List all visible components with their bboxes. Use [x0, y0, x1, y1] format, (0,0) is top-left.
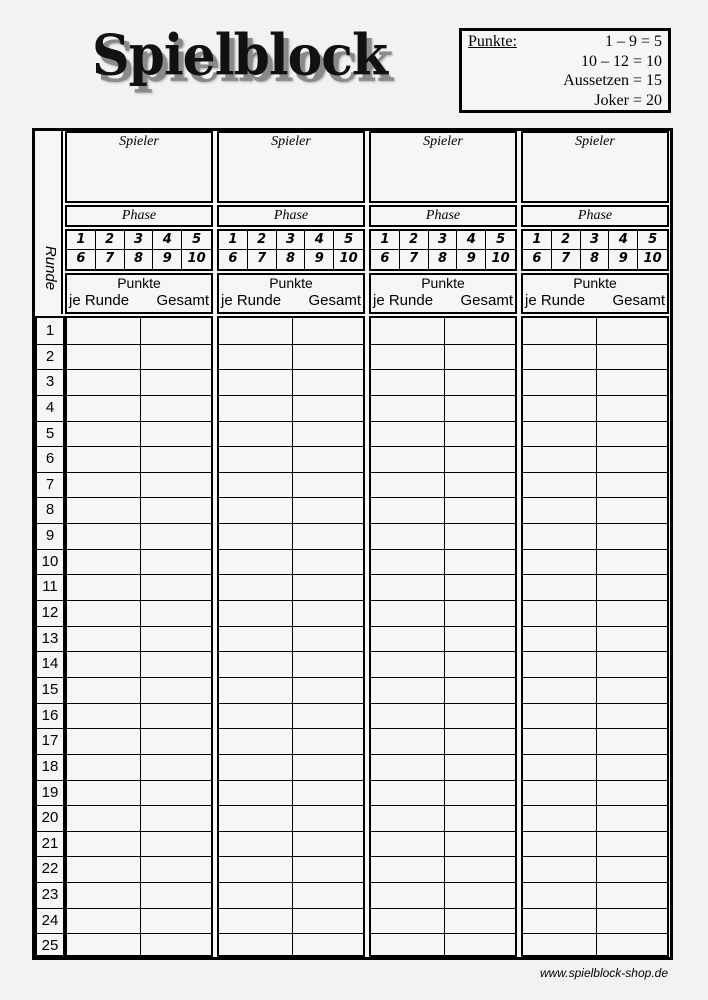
- round-number: 21: [41, 835, 59, 852]
- phase-number[interactable]: 4: [609, 231, 638, 250]
- points-label: Punkte: [421, 275, 465, 291]
- column-divider: [444, 318, 445, 955]
- round-number: 25: [41, 937, 59, 954]
- round-label: Runde: [42, 245, 59, 291]
- points-label: Punkte: [573, 275, 617, 291]
- scoring-label: Punkte:: [468, 33, 517, 50]
- player-score-column: [521, 316, 669, 957]
- phase-number[interactable]: 4: [305, 231, 334, 250]
- phase-number[interactable]: 4: [153, 231, 182, 250]
- phase-number[interactable]: 7: [248, 250, 277, 269]
- row-divider: [67, 933, 211, 934]
- scoring-value: = 20: [632, 91, 662, 109]
- player-column: [521, 131, 669, 314]
- row-divider: [67, 344, 211, 345]
- row-divider: [67, 908, 211, 909]
- row-divider: [371, 574, 515, 575]
- phase-number[interactable]: 5: [486, 231, 515, 250]
- row-divider: [371, 754, 515, 755]
- phase-number[interactable]: 6: [219, 250, 248, 269]
- row-divider: [67, 831, 211, 832]
- row-divider: [219, 421, 363, 422]
- row-divider: [67, 549, 211, 550]
- row-divider: [523, 780, 667, 781]
- row-divider: [523, 651, 667, 652]
- phase-grid: [65, 229, 213, 271]
- phase-number[interactable]: 4: [457, 231, 486, 250]
- phase-number[interactable]: 1: [371, 231, 400, 250]
- row-divider: [371, 472, 515, 473]
- player-label: Spieler: [575, 134, 615, 149]
- points-header: [217, 273, 365, 314]
- player-column: [369, 131, 517, 314]
- phase-number[interactable]: 9: [153, 250, 182, 269]
- round-number: 22: [41, 860, 59, 877]
- row-divider: [523, 344, 667, 345]
- points-total-label: Gesamt: [156, 292, 209, 309]
- round-number: 5: [45, 425, 55, 442]
- phase-grid: [369, 229, 517, 271]
- phase-number[interactable]: 5: [334, 231, 363, 250]
- scoring-name: Aussetzen: [563, 72, 629, 89]
- row-divider: [219, 446, 363, 447]
- row-divider: [371, 703, 515, 704]
- phase-number[interactable]: 3: [581, 231, 610, 250]
- player-column: [65, 131, 213, 314]
- row-divider: [219, 344, 363, 345]
- phase-number[interactable]: 2: [96, 231, 125, 250]
- phase-number[interactable]: 7: [552, 250, 581, 269]
- player-name-field[interactable]: [369, 131, 517, 203]
- player-score-column: [65, 316, 213, 957]
- player-label: Spieler: [271, 134, 311, 149]
- round-number: 17: [41, 732, 59, 749]
- phase-number[interactable]: 3: [277, 231, 306, 250]
- player-label: Spieler: [423, 134, 463, 149]
- row-divider: [67, 728, 211, 729]
- phase-number[interactable]: 8: [125, 250, 154, 269]
- scoring-name: 10 – 12: [580, 52, 629, 70]
- scoring-value: = 15: [632, 72, 662, 89]
- row-divider: [67, 754, 211, 755]
- row-divider: [67, 626, 211, 627]
- phase-number[interactable]: 10: [491, 251, 510, 266]
- row-divider: [67, 395, 211, 396]
- phase-number[interactable]: 6: [67, 250, 96, 269]
- row-divider: [219, 856, 363, 857]
- row-divider: [371, 446, 515, 447]
- phase-number[interactable]: 10: [643, 251, 662, 266]
- phase-number[interactable]: 3: [429, 231, 458, 250]
- row-divider: [219, 395, 363, 396]
- points-label: Punkte: [117, 275, 161, 291]
- row-divider: [371, 344, 515, 345]
- round-number: 19: [41, 784, 59, 801]
- round-number: 13: [41, 630, 59, 647]
- row-divider: [371, 497, 515, 498]
- row-divider: [67, 421, 211, 422]
- round-number: 14: [41, 655, 59, 672]
- phase-number[interactable]: 2: [400, 231, 429, 250]
- round-number: 24: [41, 912, 59, 929]
- row-divider: [523, 933, 667, 934]
- phase-number[interactable]: 8: [581, 250, 610, 269]
- row-divider: [219, 780, 363, 781]
- phase-number[interactable]: 1: [219, 231, 248, 250]
- points-header: [521, 273, 669, 314]
- phase-number[interactable]: 5: [638, 231, 667, 250]
- round-number: 23: [41, 886, 59, 903]
- phase-number[interactable]: 9: [305, 250, 334, 269]
- row-divider: [523, 446, 667, 447]
- phase-number[interactable]: 6: [371, 250, 400, 269]
- row-divider: [219, 472, 363, 473]
- points-round-label: je Runde: [525, 292, 586, 309]
- row-divider: [371, 780, 515, 781]
- row-divider: [523, 908, 667, 909]
- phase-number[interactable]: 2: [248, 231, 277, 250]
- player-score-column: [217, 316, 365, 957]
- points-label: Punkte: [269, 275, 313, 291]
- row-divider: [219, 600, 363, 601]
- spielblock-logo: Spielblock: [92, 22, 387, 89]
- round-number: 7: [45, 476, 55, 493]
- phase-number[interactable]: 6: [523, 250, 552, 269]
- row-divider: [219, 369, 363, 370]
- column-divider: [596, 318, 597, 955]
- row-divider: [67, 856, 211, 857]
- row-divider: [219, 677, 363, 678]
- row-divider: [219, 754, 363, 755]
- phase-label: Phase: [65, 205, 213, 227]
- row-divider: [67, 574, 211, 575]
- row-divider: [219, 882, 363, 883]
- row-divider: [371, 651, 515, 652]
- row-divider: [523, 626, 667, 627]
- row-divider: [523, 421, 667, 422]
- phase-grid: [521, 229, 669, 271]
- phase-number[interactable]: 2: [552, 231, 581, 250]
- row-divider: [219, 549, 363, 550]
- phase-number[interactable]: 10: [187, 251, 206, 266]
- row-divider: [67, 780, 211, 781]
- phase-number[interactable]: 7: [400, 250, 429, 269]
- row-divider: [219, 651, 363, 652]
- phase-number[interactable]: 10: [339, 251, 358, 266]
- round-number: 12: [41, 604, 59, 621]
- column-divider: [140, 318, 141, 955]
- round-number: 10: [41, 553, 59, 570]
- row-divider: [523, 574, 667, 575]
- row-divider: [219, 933, 363, 934]
- row-divider: [523, 395, 667, 396]
- row-divider: [371, 805, 515, 806]
- row-divider: [523, 523, 667, 524]
- row-divider: [371, 831, 515, 832]
- row-divider: [219, 908, 363, 909]
- row-divider: [371, 549, 515, 550]
- phase-number[interactable]: 3: [125, 231, 154, 250]
- row-divider: [523, 369, 667, 370]
- points-round-label: je Runde: [69, 292, 130, 309]
- phase-number[interactable]: 9: [609, 250, 638, 269]
- column-divider: [292, 318, 293, 955]
- phase-label: Phase: [369, 205, 517, 227]
- phase-number[interactable]: 5: [182, 231, 211, 250]
- row-divider: [67, 446, 211, 447]
- player-name-field[interactable]: [65, 131, 213, 203]
- phase-number[interactable]: 8: [277, 250, 306, 269]
- scoring-box: [459, 28, 671, 113]
- round-number: 18: [41, 758, 59, 775]
- row-divider: [371, 856, 515, 857]
- row-divider: [523, 805, 667, 806]
- row-divider: [67, 677, 211, 678]
- round-number: 9: [45, 527, 55, 544]
- row-divider: [523, 856, 667, 857]
- row-divider: [523, 882, 667, 883]
- row-divider: [371, 882, 515, 883]
- row-divider: [523, 472, 667, 473]
- row-divider: [371, 908, 515, 909]
- round-number: 20: [41, 809, 59, 826]
- row-divider: [523, 600, 667, 601]
- round-number: 11: [42, 578, 58, 595]
- row-divider: [67, 600, 211, 601]
- row-divider: [371, 523, 515, 524]
- row-divider: [219, 574, 363, 575]
- round-number: 6: [45, 450, 55, 467]
- row-divider: [523, 549, 667, 550]
- row-divider: [523, 703, 667, 704]
- points-total-label: Gesamt: [308, 292, 361, 309]
- row-divider: [523, 754, 667, 755]
- scoring-value: = 5: [640, 33, 662, 50]
- phase-label: Phase: [521, 205, 669, 227]
- round-number: 4: [45, 399, 55, 416]
- player-score-column: [369, 316, 517, 957]
- row-divider: [67, 651, 211, 652]
- points-round-label: je Runde: [373, 292, 434, 309]
- row-divider: [371, 395, 515, 396]
- points-header: [369, 273, 517, 314]
- row-divider: [67, 369, 211, 370]
- points-total-label: Gesamt: [612, 292, 665, 309]
- round-number: 3: [45, 373, 55, 390]
- phase-number[interactable]: 1: [523, 231, 552, 250]
- row-divider: [523, 728, 667, 729]
- footer-url: www.spielblock-shop.de: [539, 966, 668, 980]
- player-name-field[interactable]: [217, 131, 365, 203]
- phase-number[interactable]: 9: [457, 250, 486, 269]
- points-round-label: je Runde: [221, 292, 282, 309]
- row-divider: [371, 369, 515, 370]
- round-number: 8: [45, 501, 55, 518]
- row-divider: [219, 831, 363, 832]
- phase-number[interactable]: 8: [429, 250, 458, 269]
- row-divider: [67, 523, 211, 524]
- row-divider: [371, 600, 515, 601]
- row-divider: [371, 933, 515, 934]
- row-divider: [371, 677, 515, 678]
- scoring-name: 1 – 9: [604, 33, 637, 50]
- player-label: Spieler: [119, 134, 159, 149]
- row-divider: [219, 626, 363, 627]
- scoring-value: = 10: [632, 52, 662, 70]
- row-divider: [371, 626, 515, 627]
- player-name-field[interactable]: [521, 131, 669, 203]
- row-divider: [371, 728, 515, 729]
- row-divider: [219, 523, 363, 524]
- row-divider: [523, 497, 667, 498]
- round-number: 1: [45, 322, 55, 339]
- scoring-name: Joker: [594, 91, 629, 109]
- round-number: 2: [45, 348, 55, 365]
- row-divider: [67, 805, 211, 806]
- row-divider: [219, 703, 363, 704]
- player-column: [217, 131, 365, 314]
- phase-number[interactable]: 1: [67, 231, 96, 250]
- row-divider: [523, 831, 667, 832]
- points-total-label: Gesamt: [460, 292, 513, 309]
- row-divider: [523, 677, 667, 678]
- round-number: 16: [41, 707, 59, 724]
- phase-grid: [217, 229, 365, 271]
- row-divider: [67, 497, 211, 498]
- row-divider: [219, 805, 363, 806]
- row-divider: [67, 472, 211, 473]
- row-divider: [67, 703, 211, 704]
- round-number-column: [35, 316, 65, 957]
- row-divider: [67, 882, 211, 883]
- points-header: [65, 273, 213, 314]
- phase-number[interactable]: 7: [96, 250, 125, 269]
- row-divider: [371, 421, 515, 422]
- phase-label: Phase: [217, 205, 365, 227]
- row-divider: [219, 728, 363, 729]
- row-divider: [219, 497, 363, 498]
- round-number: 15: [41, 681, 59, 698]
